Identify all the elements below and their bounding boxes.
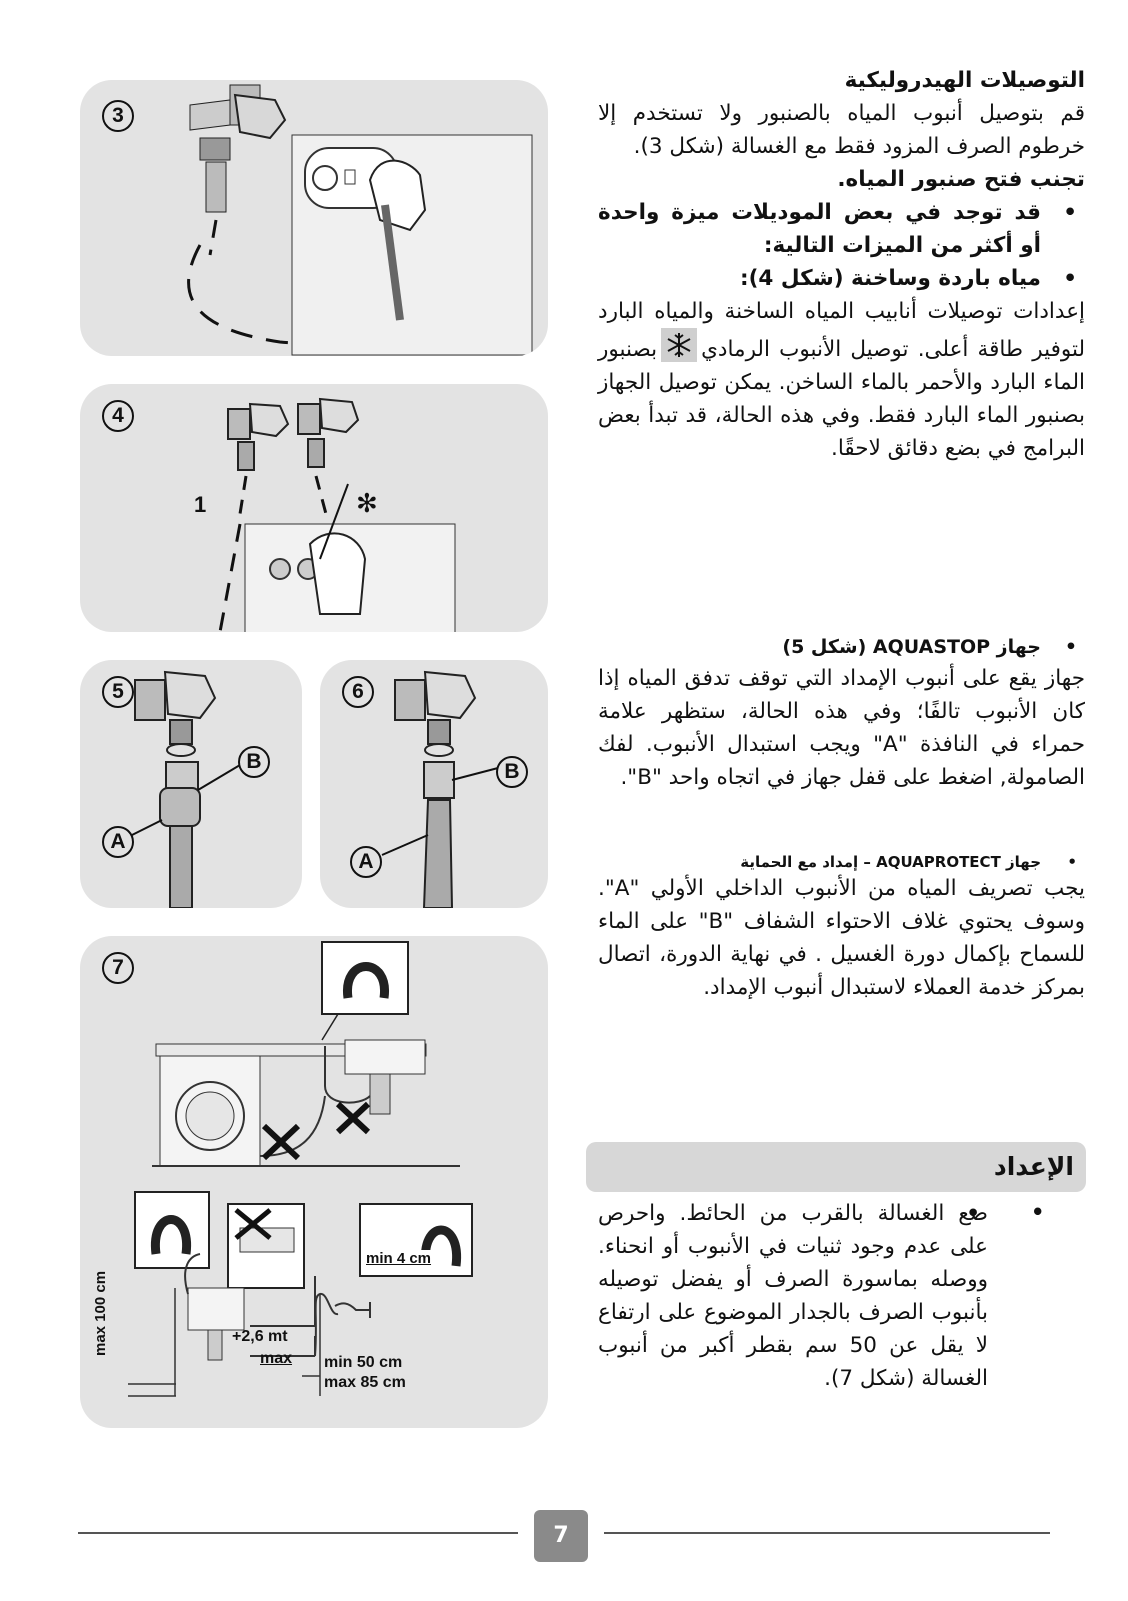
- figure-4-snowflake: ✻: [356, 488, 378, 518]
- bullet-models: • قد توجد في بعض الموديلات ميزة واحدة أو أكثر من الميزات التالية:: [598, 196, 1085, 262]
- page-number: 7: [534, 1510, 588, 1562]
- figure-5-label-b: B: [238, 746, 270, 778]
- aquastop-section: [598, 632, 1085, 794]
- label-plus-2-6-mt: +2,6 mt: [232, 1328, 288, 1345]
- figure-6-label-b: B: [496, 756, 528, 788]
- footer-rule-left: [78, 1532, 518, 1534]
- figure-3-panel: [80, 80, 548, 356]
- hot-cold-text: [598, 295, 1085, 465]
- connections-section: [598, 64, 1085, 465]
- installation-bullet-dot: •: [1031, 1200, 1045, 1224]
- label-max-100-cm: max 100 cm: [92, 1270, 109, 1356]
- figure-6-number: 6: [342, 676, 374, 708]
- figure-4-drawing: [80, 384, 548, 632]
- aquastop-title: • جهاز AQUASTOP (شكل 5): [598, 632, 1085, 662]
- snowflake-icon: [661, 328, 697, 362]
- figure-5-panel: [80, 660, 302, 908]
- figure-6-label-a: A: [350, 846, 382, 878]
- figure-5-number: 5: [102, 676, 134, 708]
- figure-3-number: 3: [102, 100, 134, 132]
- figure-4-number: 4: [102, 400, 134, 432]
- figure-3-drawing: [80, 80, 548, 356]
- label-max-85-cm: max 85 cm: [324, 1374, 406, 1391]
- label-min-50-cm: min 50 cm: [324, 1354, 403, 1371]
- figure-7-panel: [80, 936, 548, 1428]
- connections-para: قم بتوصيل أنبوب المياه بالصنبور ولا تستخدم إلا خرطوم الصرف المزود فقط مع الغسالة (شكل 3).: [598, 101, 1085, 159]
- aquaprotect-title: • جهاز AQUAPROTECT – إمداد مع الحماية: [598, 852, 1085, 872]
- installation-heading: الإعداد: [586, 1142, 1086, 1192]
- figure-4-panel: [80, 384, 548, 632]
- figure-6-panel: [320, 660, 548, 908]
- installation-bullet: • ضع الغسالة بالقرب من الحائط. واحرص على عدم وجود ثنيات في الأنبوب أو انحناء. ووصله بماسورة الصرف أو يفضل توصيله بأنبوب الصرف بالجدار الموضوع على ارتفاع لا يقل عن 50 سم بقطر أكبر من أنبوب الغسالة (شكل 7).: [598, 1197, 988, 1395]
- figure-7-number: 7: [102, 952, 134, 984]
- hot-cold-text-b: بصنبور الماء البارد والأحمر بالماء الساخن. يمكن توصيل الجهاز بصنبور الماء البارد فقط. وفي هذه الحالة، قد تبدأ بعض البرامج في بضع دقائق لاحقًا.: [598, 337, 1085, 461]
- warning-text: تجنب فتح صنبور المياه.: [837, 167, 1085, 192]
- figure-4-label-1: 1: [194, 492, 207, 517]
- hot-cold-text-a: إعدادات توصيلات أنابيب المياه الساخنة والمياه البارد لتوفير طاقة أعلى. توصيل الأنبوب الرمادي: [598, 299, 1085, 362]
- figure-7-drawing: [80, 936, 548, 1428]
- bullet-hot-cold: • مياه باردة وساخنة (شكل 4):: [598, 262, 1085, 295]
- label-min-4-cm: min 4 cm: [366, 1250, 432, 1267]
- figure-5-label-a: A: [102, 826, 134, 858]
- label-max: max: [260, 1350, 293, 1367]
- connections-heading: التوصيلات الهيدروليكية: [844, 68, 1085, 93]
- aquaprotect-section: [598, 852, 1085, 1004]
- aquastop-text: جهاز يقع على أنبوب الإمداد التي توقف تدفق المياه إذا كان الأنبوب تالفًا؛ وفي هذه الحالة، ستظهر علامة حمراء في النافذة "A" ويجب استبدال الأنبوب. لفك الصامولة, اضغط على قفل جهاز في اتجاه واحد "B".: [598, 666, 1085, 790]
- footer-rule-right: [604, 1532, 1050, 1534]
- aquaprotect-text: يجب تصريف المياه من الأنبوب الداخلي الأولي "A". وسوف يحتوي غلاف الاحتواء الشفاف "B" على الماء للسماح بإكمال دورة الغسيل . في نهاية الدورة، اتصال بمركز خدمة العملاء لاستبدال أنبوب الإمداد.: [598, 876, 1085, 1000]
- installation-section: [598, 1197, 988, 1395]
